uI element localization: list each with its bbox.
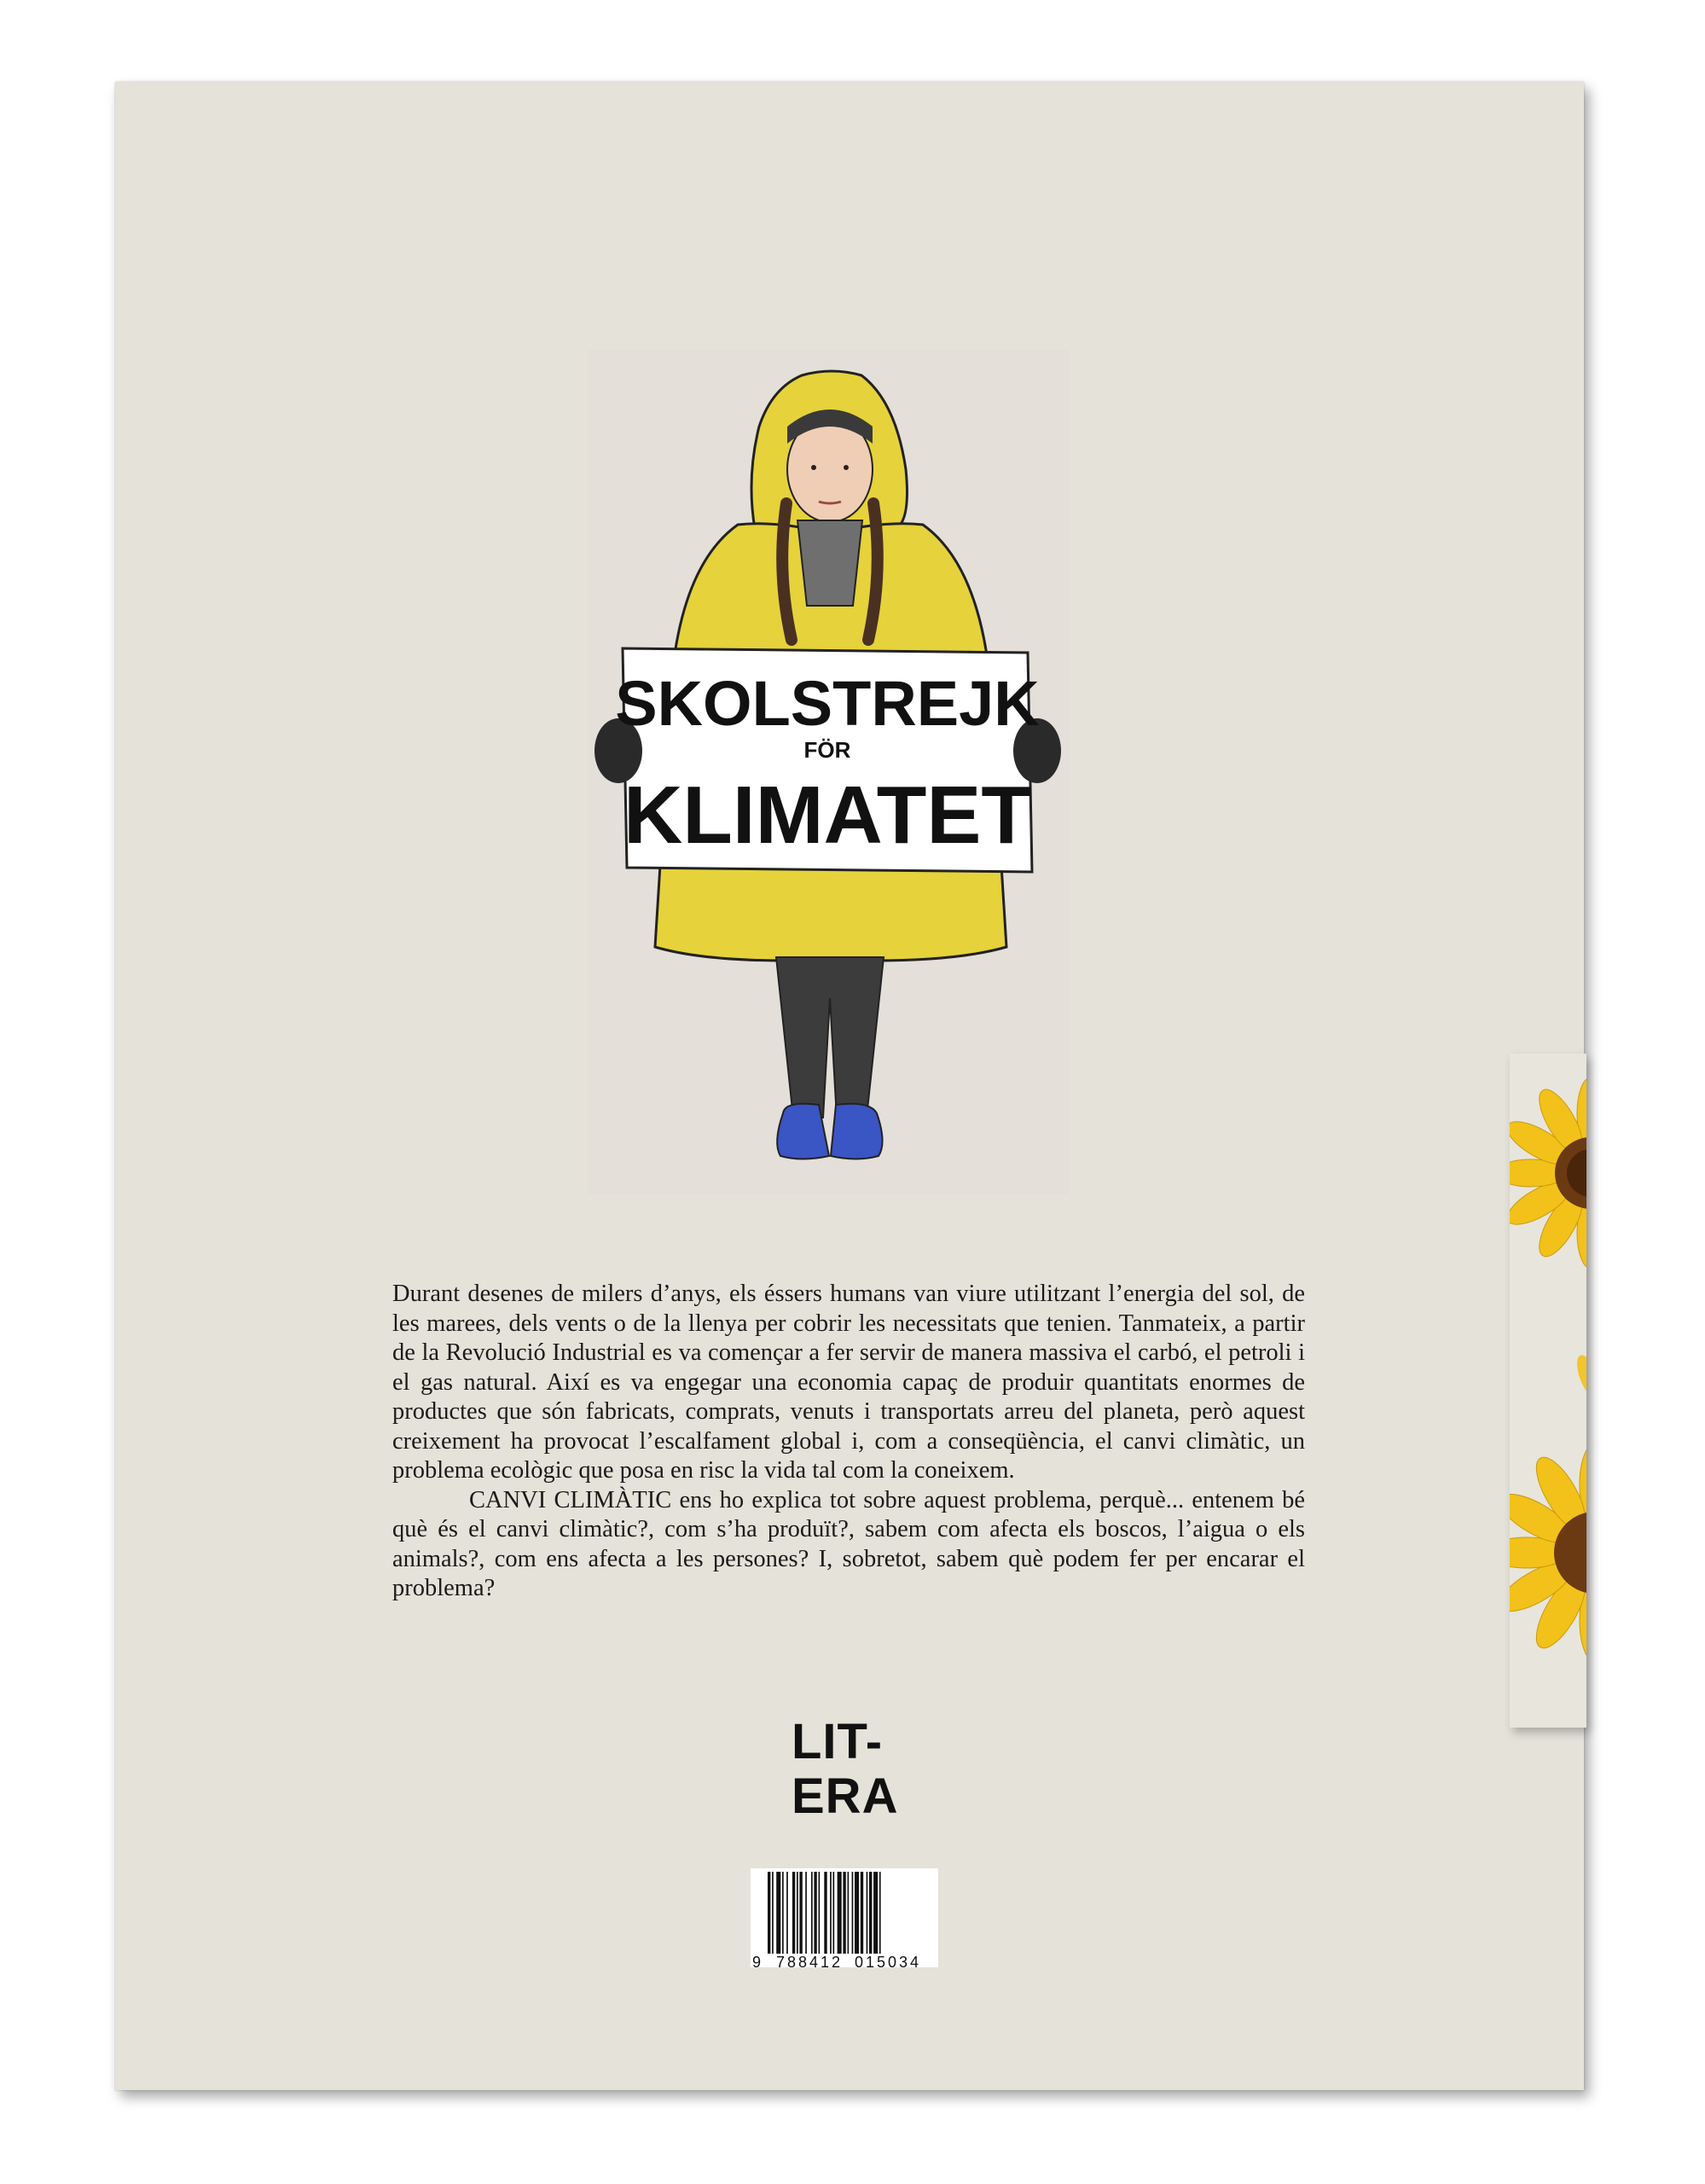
publisher-logo-line-2: ERA — [792, 1769, 899, 1824]
barcode-bar — [843, 1872, 845, 1954]
barcode-bar — [848, 1872, 850, 1954]
barcode-bar — [805, 1872, 807, 1954]
barcode-bar — [869, 1872, 872, 1954]
publisher-logo-line-1: LIT- — [792, 1714, 884, 1769]
blurb-paragraph-1: Durant desenes de milers d’anys, els éssers humans van viure utilitzant l’energia del sol, de les marees, dels vents o de la llenya per cobrir les necessitats que tenien. Tanmateix, a partir de la Revolució Industrial es va començar a fer servir de manera massiva el carbó, el petroli i el gas natural. Així es va engegar una economia capaç de produir quantitats enormes de productes que són fabricats, comprats, venuts i transportats arreu del planeta, però aquest creixement ha provocat l’escalfament global i, com a conseqüència, el canvi climàtic, un problema ecològic que posa en risc la vida tal com la coneixem. — [392, 1281, 1305, 1484]
barcode-bar — [782, 1872, 784, 1954]
back-cover-blurb — [392, 1280, 1305, 1604]
isbn-prefix: 9 — [752, 1954, 762, 1971]
sweater — [797, 520, 862, 606]
publisher-logo — [792, 1715, 902, 1824]
sunflower-flap — [1510, 1054, 1586, 1728]
barcode-bar — [768, 1872, 770, 1954]
sign-line-3: KLIMATET — [623, 770, 1032, 861]
isbn-group-1: 788412 — [776, 1954, 844, 1971]
blurb-paragraph-2: CANVI CLIMÀTIC ens ho explica tot sobre aquest problema, perquè... entenem bé què és el canvi climàtic?, com s’ha produït?, sabem com afecta els boscos, l’aigua o els animals?, com ens afecta a les persones? I, sobretot, sabem què podem fer per encarar el problema? — [392, 1486, 1305, 1601]
shoe-right — [831, 1104, 883, 1159]
barcode-bar — [867, 1872, 868, 1954]
barcode-bar — [786, 1872, 788, 1954]
barcode-bar — [792, 1872, 795, 1954]
barcode-bar — [776, 1872, 780, 1954]
barcode-bar — [824, 1872, 826, 1954]
isbn-barcode — [751, 1868, 938, 1967]
barcode-bar — [797, 1872, 798, 1954]
barcode-bar — [833, 1872, 835, 1954]
barcode-bar — [772, 1872, 774, 1954]
barcode-bar — [811, 1872, 813, 1954]
protest-sign — [594, 648, 1061, 872]
isbn-group-2: 015034 — [855, 1954, 922, 1971]
girl-with-sign-illustration — [589, 350, 1069, 1194]
barcode-bar — [819, 1872, 821, 1954]
cover-illustration — [589, 350, 1069, 1194]
sunflower-bottom — [1510, 1443, 1586, 1662]
sign-line-1: SKOLSTREJK — [615, 668, 1040, 739]
pants — [776, 957, 884, 1118]
sunflower-top — [1510, 1077, 1586, 1269]
sunflower-illustration — [1510, 1054, 1586, 1728]
barcode-bar — [855, 1872, 859, 1954]
barcode-bar — [799, 1872, 802, 1954]
barcode-bar — [830, 1872, 832, 1954]
isbn-digits — [751, 1954, 938, 1972]
barcode-bar — [814, 1872, 816, 1954]
barcode-bar — [873, 1872, 878, 1954]
sunflower-petal-fragment — [1573, 1352, 1586, 1400]
barcode-bar — [879, 1872, 881, 1954]
barcode-bar — [861, 1872, 863, 1954]
barcode-bar — [838, 1872, 842, 1954]
sign-line-2: FÖR — [803, 737, 851, 763]
barcode-bar — [852, 1872, 854, 1954]
